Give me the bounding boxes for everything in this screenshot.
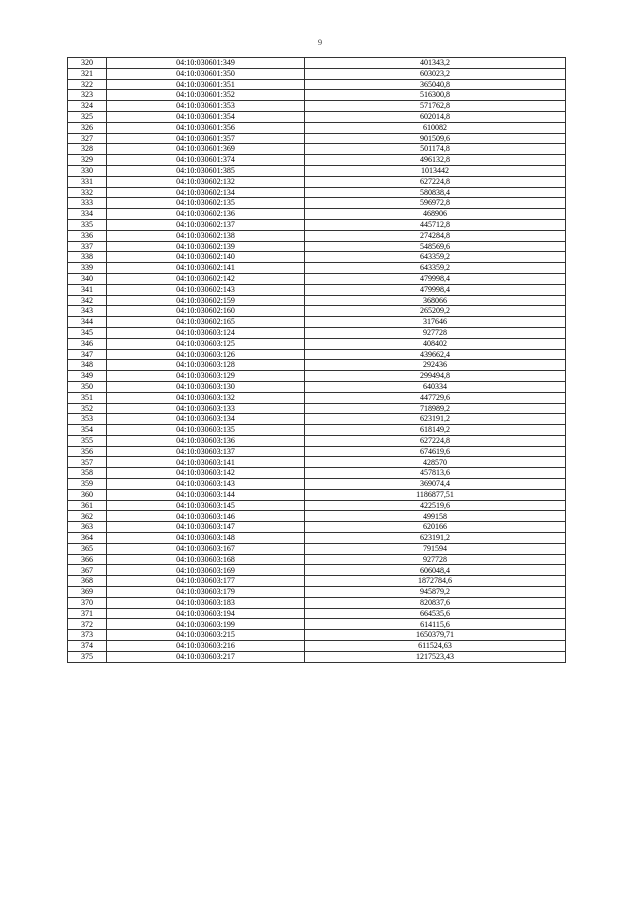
- cadastral-value-cell: 614115,6: [305, 619, 566, 630]
- table-row: [68, 587, 566, 598]
- cadastral-number-cell: 04:10:030601:357: [107, 133, 305, 144]
- row-number-cell: 368: [68, 576, 107, 587]
- table-row: [68, 284, 566, 295]
- cadastral-number-cell: 04:10:030602:132: [107, 176, 305, 187]
- row-number-cell: 334: [68, 209, 107, 220]
- table-row: [68, 273, 566, 284]
- cadastral-number-cell: 04:10:030602:139: [107, 241, 305, 252]
- table-row: [68, 425, 566, 436]
- table-row: [68, 306, 566, 317]
- table-row: [68, 457, 566, 468]
- cadastral-value-cell: 620166: [305, 522, 566, 533]
- table-row: [68, 371, 566, 382]
- cadastral-number-cell: 04:10:030603:179: [107, 587, 305, 598]
- cadastral-number-cell: 04:10:030603:133: [107, 403, 305, 414]
- table-row: [68, 327, 566, 338]
- table-row: [68, 641, 566, 652]
- row-number-cell: 342: [68, 295, 107, 306]
- table-row: [68, 295, 566, 306]
- cadastral-number-cell: 04:10:030603:124: [107, 327, 305, 338]
- table-row: [68, 619, 566, 630]
- row-number-cell: 338: [68, 252, 107, 263]
- cadastral-number-cell: 04:10:030603:217: [107, 651, 305, 662]
- row-number-cell: 344: [68, 317, 107, 328]
- cadastral-number-cell: 04:10:030603:141: [107, 457, 305, 468]
- row-number-cell: 369: [68, 587, 107, 598]
- cadastral-value-cell: 718989,2: [305, 403, 566, 414]
- page-number: 9: [317, 37, 323, 47]
- table-row: [68, 360, 566, 371]
- table-row: [68, 500, 566, 511]
- cadastral-value-cell: 447729,6: [305, 392, 566, 403]
- table-row: [68, 155, 566, 166]
- row-number-cell: 354: [68, 425, 107, 436]
- cadastral-number-cell: 04:10:030603:147: [107, 522, 305, 533]
- row-number-cell: 332: [68, 187, 107, 198]
- cadastral-number-cell: 04:10:030603:199: [107, 619, 305, 630]
- cadastral-number-cell: 04:10:030601:353: [107, 101, 305, 112]
- cadastral-number-cell: 04:10:030602:141: [107, 263, 305, 274]
- cadastral-value-cell: 611524,63: [305, 641, 566, 652]
- cadastral-value-cell: 791594: [305, 543, 566, 554]
- cadastral-value-cell: 627224,8: [305, 435, 566, 446]
- cadastral-number-cell: 04:10:030603:130: [107, 381, 305, 392]
- table-row: [68, 252, 566, 263]
- table-row: [68, 122, 566, 133]
- row-number-cell: 371: [68, 608, 107, 619]
- row-number-cell: 372: [68, 619, 107, 630]
- row-number-cell: 333: [68, 198, 107, 209]
- table-row: [68, 111, 566, 122]
- table-row: [68, 446, 566, 457]
- cadastral-value-cell: 265209,2: [305, 306, 566, 317]
- row-number-cell: 321: [68, 68, 107, 79]
- cadastral-number-cell: 04:10:030603:216: [107, 641, 305, 652]
- cadastral-number-cell: 04:10:030603:128: [107, 360, 305, 371]
- cadastral-number-cell: 04:10:030603:136: [107, 435, 305, 446]
- cadastral-value-cell: 501174,8: [305, 144, 566, 155]
- cadastral-value-cell: 623191,2: [305, 414, 566, 425]
- cadastral-value-cell: 618149,2: [305, 425, 566, 436]
- table-row: [68, 338, 566, 349]
- cadastral-value-cell: 596972,8: [305, 198, 566, 209]
- cadastral-number-cell: 04:10:030602:138: [107, 230, 305, 241]
- cadastral-number-cell: 04:10:030601:352: [107, 90, 305, 101]
- row-number-cell: 352: [68, 403, 107, 414]
- cadastral-value-cell: 1186877,51: [305, 489, 566, 500]
- cadastral-value-cell: 820837,6: [305, 597, 566, 608]
- table-row: [68, 630, 566, 641]
- row-number-cell: 353: [68, 414, 107, 425]
- row-number-cell: 367: [68, 565, 107, 576]
- cadastral-number-cell: 04:10:030603:129: [107, 371, 305, 382]
- row-number-cell: 328: [68, 144, 107, 155]
- cadastral-number-cell: 04:10:030603:126: [107, 349, 305, 360]
- cadastral-number-cell: 04:10:030603:183: [107, 597, 305, 608]
- cadastral-number-cell: 04:10:030603:167: [107, 543, 305, 554]
- cadastral-value-cell: 445712,8: [305, 219, 566, 230]
- table-row: [68, 209, 566, 220]
- cadastral-number-cell: 04:10:030602:165: [107, 317, 305, 328]
- cadastral-value-cell: 516300,8: [305, 90, 566, 101]
- cadastral-value-cell: 927728: [305, 327, 566, 338]
- table-row: [68, 554, 566, 565]
- cadastral-number-cell: 04:10:030603:146: [107, 511, 305, 522]
- table-row: [68, 381, 566, 392]
- table-row: [68, 349, 566, 360]
- row-number-cell: 327: [68, 133, 107, 144]
- cadastral-number-cell: 04:10:030602:135: [107, 198, 305, 209]
- row-number-cell: 356: [68, 446, 107, 457]
- row-number-cell: 335: [68, 219, 107, 230]
- table-row: [68, 165, 566, 176]
- cadastral-value-cell: 428570: [305, 457, 566, 468]
- cadastral-number-cell: 04:10:030601:354: [107, 111, 305, 122]
- row-number-cell: 364: [68, 533, 107, 544]
- table-row: [68, 144, 566, 155]
- row-number-cell: 340: [68, 273, 107, 284]
- table-row: [68, 608, 566, 619]
- cadastral-number-cell: 04:10:030601:349: [107, 58, 305, 69]
- row-number-cell: 331: [68, 176, 107, 187]
- row-number-cell: 355: [68, 435, 107, 446]
- cadastral-value-cell: 627224,8: [305, 176, 566, 187]
- cadastral-value-cell: 606048,4: [305, 565, 566, 576]
- row-number-cell: 370: [68, 597, 107, 608]
- cadastral-number-cell: 04:10:030603:148: [107, 533, 305, 544]
- cadastral-value-cell: 643359,2: [305, 252, 566, 263]
- row-number-cell: 365: [68, 543, 107, 554]
- table-row: [68, 511, 566, 522]
- cadastral-number-cell: 04:10:030601:351: [107, 79, 305, 90]
- cadastral-value-cell: 901509,6: [305, 133, 566, 144]
- table-row: [68, 489, 566, 500]
- cadastral-value-cell: 664535,6: [305, 608, 566, 619]
- row-number-cell: 337: [68, 241, 107, 252]
- row-number-cell: 320: [68, 58, 107, 69]
- cadastral-number-cell: 04:10:030602:143: [107, 284, 305, 295]
- table-row: [68, 651, 566, 662]
- row-number-cell: 330: [68, 165, 107, 176]
- cadastral-value-cell: 365040,8: [305, 79, 566, 90]
- row-number-cell: 357: [68, 457, 107, 468]
- cadastral-number-cell: 04:10:030603:215: [107, 630, 305, 641]
- row-number-cell: 374: [68, 641, 107, 652]
- cadastral-number-cell: 04:10:030601:374: [107, 155, 305, 166]
- cadastral-number-cell: 04:10:030601:369: [107, 144, 305, 155]
- cadastral-value-cell: 317646: [305, 317, 566, 328]
- table-row: [68, 101, 566, 112]
- row-number-cell: 343: [68, 306, 107, 317]
- table-row: [68, 68, 566, 79]
- row-number-cell: 341: [68, 284, 107, 295]
- cadastral-value-table: [67, 57, 566, 663]
- row-number-cell: 345: [68, 327, 107, 338]
- cadastral-number-cell: 04:10:030602:136: [107, 209, 305, 220]
- row-number-cell: 359: [68, 479, 107, 490]
- cadastral-value-cell: 499158: [305, 511, 566, 522]
- cadastral-value-cell: 945879,2: [305, 587, 566, 598]
- row-number-cell: 366: [68, 554, 107, 565]
- table-row: [68, 90, 566, 101]
- row-number-cell: 323: [68, 90, 107, 101]
- cadastral-value-cell: 640334: [305, 381, 566, 392]
- cadastral-number-cell: 04:10:030603:177: [107, 576, 305, 587]
- row-number-cell: 373: [68, 630, 107, 641]
- table-row: [68, 198, 566, 209]
- table-row: [68, 435, 566, 446]
- cadastral-value-cell: 571762,8: [305, 101, 566, 112]
- table-row: [68, 522, 566, 533]
- cadastral-value-cell: 548569,6: [305, 241, 566, 252]
- row-number-cell: 362: [68, 511, 107, 522]
- cadastral-number-cell: 04:10:030603:125: [107, 338, 305, 349]
- table-row: [68, 317, 566, 328]
- cadastral-number-cell: 04:10:030602:137: [107, 219, 305, 230]
- row-number-cell: 349: [68, 371, 107, 382]
- table-row: [68, 219, 566, 230]
- cadastral-value-cell: 580838,4: [305, 187, 566, 198]
- table-row: [68, 403, 566, 414]
- cadastral-value-cell: 479998,4: [305, 284, 566, 295]
- table-row: [68, 133, 566, 144]
- table-row: [68, 479, 566, 490]
- cadastral-number-cell: 04:10:030603:137: [107, 446, 305, 457]
- table-row: [68, 392, 566, 403]
- cadastral-value-cell: 643359,2: [305, 263, 566, 274]
- cadastral-number-cell: 04:10:030603:144: [107, 489, 305, 500]
- row-number-cell: 325: [68, 111, 107, 122]
- cadastral-value-cell: 292436: [305, 360, 566, 371]
- cadastral-value-cell: 274284,8: [305, 230, 566, 241]
- cadastral-number-cell: 04:10:030603:132: [107, 392, 305, 403]
- cadastral-value-cell: 1650379,71: [305, 630, 566, 641]
- row-number-cell: 329: [68, 155, 107, 166]
- cadastral-number-cell: 04:10:030601:385: [107, 165, 305, 176]
- table-row: [68, 230, 566, 241]
- cadastral-value-cell: 299494,8: [305, 371, 566, 382]
- table-row: [68, 533, 566, 544]
- row-number-cell: 339: [68, 263, 107, 274]
- cadastral-number-cell: 04:10:030603:135: [107, 425, 305, 436]
- cadastral-number-cell: 04:10:030603:168: [107, 554, 305, 565]
- cadastral-value-cell: 1217523,43: [305, 651, 566, 662]
- cadastral-number-cell: 04:10:030602:160: [107, 306, 305, 317]
- cadastral-value-cell: 603023,2: [305, 68, 566, 79]
- table-body: [68, 58, 566, 663]
- cadastral-number-cell: 04:10:030603:134: [107, 414, 305, 425]
- row-number-cell: 375: [68, 651, 107, 662]
- cadastral-value-cell: 369074,4: [305, 479, 566, 490]
- row-number-cell: 350: [68, 381, 107, 392]
- cadastral-value-cell: 401343,2: [305, 58, 566, 69]
- cadastral-value-cell: 422519,6: [305, 500, 566, 511]
- cadastral-value-cell: 368066: [305, 295, 566, 306]
- cadastral-number-cell: 04:10:030603:169: [107, 565, 305, 576]
- row-number-cell: 347: [68, 349, 107, 360]
- row-number-cell: 326: [68, 122, 107, 133]
- table-row: [68, 565, 566, 576]
- cadastral-value-cell: 1872784,6: [305, 576, 566, 587]
- cadastral-number-cell: 04:10:030601:356: [107, 122, 305, 133]
- cadastral-value-cell: 439662,4: [305, 349, 566, 360]
- cadastral-number-cell: 04:10:030603:142: [107, 468, 305, 479]
- table-row: [68, 176, 566, 187]
- table-row: [68, 468, 566, 479]
- table-row: [68, 597, 566, 608]
- table-row: [68, 414, 566, 425]
- row-number-cell: 348: [68, 360, 107, 371]
- cadastral-value-cell: 468906: [305, 209, 566, 220]
- row-number-cell: 358: [68, 468, 107, 479]
- cadastral-value-cell: 674619,6: [305, 446, 566, 457]
- cadastral-number-cell: 04:10:030602:142: [107, 273, 305, 284]
- table-row: [68, 576, 566, 587]
- row-number-cell: 351: [68, 392, 107, 403]
- table-row: [68, 543, 566, 554]
- cadastral-value-cell: 602014,8: [305, 111, 566, 122]
- row-number-cell: 363: [68, 522, 107, 533]
- cadastral-number-cell: 04:10:030603:194: [107, 608, 305, 619]
- cadastral-value-cell: 496132,8: [305, 155, 566, 166]
- cadastral-value-cell: 408402: [305, 338, 566, 349]
- table-row: [68, 79, 566, 90]
- row-number-cell: 324: [68, 101, 107, 112]
- table-row: [68, 58, 566, 69]
- cadastral-number-cell: 04:10:030602:134: [107, 187, 305, 198]
- cadastral-number-cell: 04:10:030601:350: [107, 68, 305, 79]
- row-number-cell: 322: [68, 79, 107, 90]
- cadastral-value-cell: 479998,4: [305, 273, 566, 284]
- row-number-cell: 336: [68, 230, 107, 241]
- row-number-cell: 360: [68, 489, 107, 500]
- cadastral-value-cell: 1013442: [305, 165, 566, 176]
- cadastral-number-cell: 04:10:030603:145: [107, 500, 305, 511]
- row-number-cell: 361: [68, 500, 107, 511]
- table-row: [68, 241, 566, 252]
- cadastral-value-cell: 610082: [305, 122, 566, 133]
- row-number-cell: 346: [68, 338, 107, 349]
- cadastral-value-cell: 457813,6: [305, 468, 566, 479]
- table-row: [68, 187, 566, 198]
- table-row: [68, 263, 566, 274]
- cadastral-value-cell: 623191,2: [305, 533, 566, 544]
- cadastral-number-cell: 04:10:030602:140: [107, 252, 305, 263]
- cadastral-value-cell: 927728: [305, 554, 566, 565]
- cadastral-number-cell: 04:10:030603:143: [107, 479, 305, 490]
- cadastral-number-cell: 04:10:030602:159: [107, 295, 305, 306]
